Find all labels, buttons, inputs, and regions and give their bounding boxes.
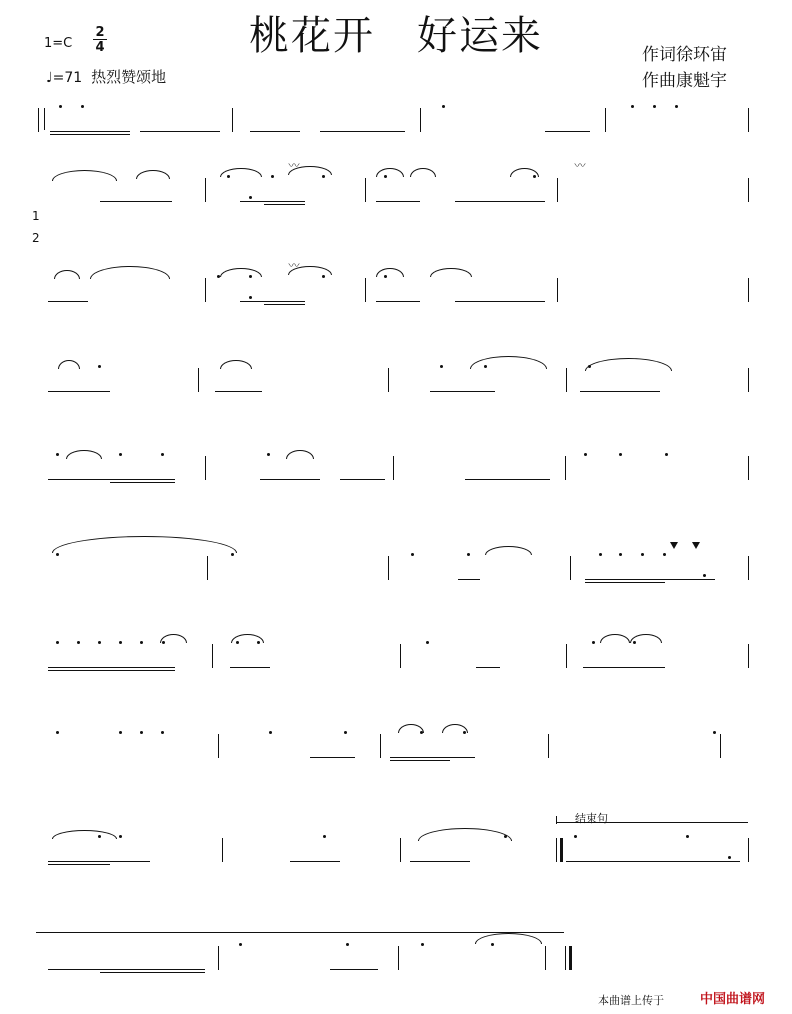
- slur: [231, 634, 264, 643]
- composer-credit: 作曲康魁宇: [642, 71, 727, 91]
- barline: [222, 838, 223, 862]
- tempo-marking: [46, 66, 166, 87]
- beam-line: [50, 131, 130, 132]
- barline: [393, 456, 394, 480]
- octave-dot: [322, 175, 325, 178]
- beam-line: [320, 131, 405, 132]
- barline: [557, 178, 558, 202]
- beam-line: [100, 972, 205, 973]
- beam-line: [390, 760, 450, 761]
- octave-dot: [119, 731, 122, 734]
- slur: [220, 168, 262, 177]
- beam-line: [240, 201, 305, 202]
- octave-dot: [599, 553, 602, 556]
- barline: [365, 178, 366, 202]
- slur: [510, 168, 539, 177]
- page-title: 桃花开 好运来: [249, 13, 543, 59]
- end-phrase-label: 结束句: [575, 812, 608, 825]
- octave-dot: [323, 835, 326, 838]
- barline-double: [569, 946, 572, 970]
- barline: [566, 644, 567, 668]
- barline: [198, 368, 199, 392]
- octave-dot: [686, 835, 689, 838]
- octave-dot: [665, 453, 668, 456]
- footer-text: 本曲谱上传于: [598, 994, 664, 1007]
- barline: [400, 644, 401, 668]
- octave-dot: [119, 453, 122, 456]
- beam-line: [465, 479, 550, 480]
- barline: [205, 278, 206, 302]
- slur: [376, 268, 404, 277]
- beam-line: [340, 479, 385, 480]
- octave-dot: [119, 641, 122, 644]
- barline: [212, 644, 213, 668]
- barline: [565, 456, 566, 480]
- octave-dot: [592, 641, 595, 644]
- octave-dot: [426, 641, 429, 644]
- octave-dot: [249, 196, 252, 199]
- verse-number-2: 2: [32, 231, 40, 245]
- barline: [205, 456, 206, 480]
- beam-line: [583, 667, 665, 668]
- barline: [748, 644, 749, 668]
- barline: [218, 946, 219, 970]
- slur: [52, 170, 117, 181]
- time-signature: [93, 26, 107, 54]
- beam-line: [290, 861, 340, 862]
- octave-dot: [703, 574, 706, 577]
- octave-dot: [269, 731, 272, 734]
- barline: [748, 556, 749, 580]
- beam-line: [48, 864, 110, 865]
- barline: [556, 838, 557, 862]
- slur: [376, 168, 404, 177]
- slur: [418, 828, 512, 841]
- beam-line: [48, 301, 88, 302]
- end-phrase-bracket: [556, 822, 748, 823]
- beam-line: [580, 391, 660, 392]
- octave-dot: [631, 105, 634, 108]
- barline: [570, 556, 571, 580]
- slur: [220, 268, 262, 277]
- beam-line: [455, 201, 545, 202]
- barline: [748, 456, 749, 480]
- slur: [398, 724, 424, 733]
- accent-mark: [670, 542, 678, 549]
- octave-dot: [467, 553, 470, 556]
- barline: [557, 278, 558, 302]
- barline: [388, 368, 389, 392]
- octave-dot: [584, 453, 587, 456]
- slur: [600, 634, 630, 643]
- octave-dot: [271, 175, 274, 178]
- slur: [160, 634, 187, 643]
- key-signature: 1=C: [44, 36, 73, 51]
- beam-line: [100, 201, 172, 202]
- lyricist-credit: 作词徐环宙: [642, 45, 727, 65]
- beam-line: [458, 579, 480, 580]
- octave-dot: [56, 553, 59, 556]
- beam-line: [260, 479, 320, 480]
- verse-number-1: 1: [32, 209, 40, 223]
- beam-line: [48, 969, 205, 970]
- octave-dot: [728, 856, 731, 859]
- ornament: 〰: [574, 159, 586, 172]
- slur: [475, 933, 542, 944]
- repeat-bracket: [44, 108, 45, 130]
- beam-line: [215, 391, 262, 392]
- slur: [410, 168, 436, 177]
- octave-dot: [574, 835, 577, 838]
- octave-dot: [77, 641, 80, 644]
- ornament: 〰: [288, 259, 300, 272]
- meter-top: 2: [93, 26, 107, 40]
- octave-dot: [56, 641, 59, 644]
- beam-line: [48, 667, 175, 668]
- barline: [205, 178, 206, 202]
- barline: [565, 946, 566, 970]
- barline: [748, 368, 749, 392]
- beam-line: [566, 861, 740, 862]
- beam-line: [330, 969, 378, 970]
- octave-dot: [675, 105, 678, 108]
- barline: [605, 108, 606, 132]
- octave-dot: [421, 943, 424, 946]
- tempo-value: =71: [52, 70, 83, 86]
- octave-dot: [56, 731, 59, 734]
- beam-line: [310, 757, 355, 758]
- octave-dot: [249, 296, 252, 299]
- octave-dot: [161, 453, 164, 456]
- barline: [365, 278, 366, 302]
- octave-dot: [322, 275, 325, 278]
- barline: [420, 108, 421, 132]
- barline: [398, 946, 399, 970]
- barline: [232, 108, 233, 132]
- beam-line: [250, 131, 300, 132]
- octave-dot: [641, 553, 644, 556]
- slur: [442, 724, 468, 733]
- octave-dot: [619, 453, 622, 456]
- ornament: 〰: [288, 159, 300, 172]
- octave-dot: [119, 835, 122, 838]
- octave-dot: [344, 731, 347, 734]
- beam-line: [476, 667, 500, 668]
- beam-line: [264, 304, 305, 305]
- octave-dot: [267, 453, 270, 456]
- barline: [748, 278, 749, 302]
- octave-dot: [140, 641, 143, 644]
- beam-line: [410, 861, 470, 862]
- beam-line: [585, 579, 715, 580]
- slur: [58, 360, 80, 369]
- beam-line: [48, 391, 110, 392]
- slur: [52, 536, 237, 553]
- barline: [748, 178, 749, 202]
- octave-dot: [239, 943, 242, 946]
- beam-line: [390, 757, 475, 758]
- octave-dot: [440, 365, 443, 368]
- beam-line: [585, 582, 665, 583]
- octave-dot: [653, 105, 656, 108]
- beam-line: [140, 131, 220, 132]
- beam-line: [110, 482, 175, 483]
- end-phrase-bracket-side: [556, 816, 557, 824]
- beam-line: [264, 204, 305, 205]
- barline: [548, 734, 549, 758]
- beam-line: [48, 479, 175, 480]
- octave-dot: [59, 105, 62, 108]
- barline: [400, 838, 401, 862]
- octave-dot: [98, 365, 101, 368]
- slur: [430, 268, 472, 277]
- beam-line: [48, 861, 150, 862]
- barline: [38, 108, 39, 132]
- octave-dot: [81, 105, 84, 108]
- beam-line: [455, 301, 545, 302]
- octave-dot: [98, 641, 101, 644]
- slur: [470, 356, 547, 369]
- accent-mark: [692, 542, 700, 549]
- expression-marking: 热烈赞颂地: [91, 68, 167, 86]
- final-system-line: [36, 932, 564, 933]
- barline: [380, 734, 381, 758]
- octave-dot: [140, 731, 143, 734]
- barline: [748, 108, 749, 132]
- octave-dot: [346, 943, 349, 946]
- beam-line: [240, 301, 305, 302]
- octave-dot: [663, 553, 666, 556]
- barline: [566, 368, 567, 392]
- barline: [207, 556, 208, 580]
- slur: [136, 170, 170, 179]
- meter-bottom: 4: [95, 40, 105, 55]
- slur: [220, 360, 252, 369]
- beam-line: [545, 131, 590, 132]
- beam-line: [430, 391, 495, 392]
- beam-line: [376, 201, 420, 202]
- slur: [54, 270, 80, 279]
- beam-line: [50, 134, 130, 135]
- barline: [388, 556, 389, 580]
- octave-dot: [713, 731, 716, 734]
- slur: [52, 830, 117, 839]
- site-logo: 中国曲谱网: [700, 992, 766, 1007]
- octave-dot: [161, 731, 164, 734]
- slur: [585, 358, 672, 371]
- octave-dot: [619, 553, 622, 556]
- quarter-note-icon: ♩: [46, 70, 53, 86]
- barline-double: [560, 838, 563, 862]
- beam-line: [48, 670, 175, 671]
- slur: [286, 450, 314, 459]
- slur: [485, 546, 532, 555]
- barline: [720, 734, 721, 758]
- slur: [630, 634, 662, 643]
- beam-line: [376, 301, 420, 302]
- barline: [218, 734, 219, 758]
- octave-dot: [56, 453, 59, 456]
- slur: [66, 450, 102, 459]
- beam-line: [230, 667, 270, 668]
- octave-dot: [442, 105, 445, 108]
- barline: [748, 838, 749, 862]
- octave-dot: [231, 553, 234, 556]
- octave-dot: [411, 553, 414, 556]
- slur: [90, 266, 170, 279]
- barline: [545, 946, 546, 970]
